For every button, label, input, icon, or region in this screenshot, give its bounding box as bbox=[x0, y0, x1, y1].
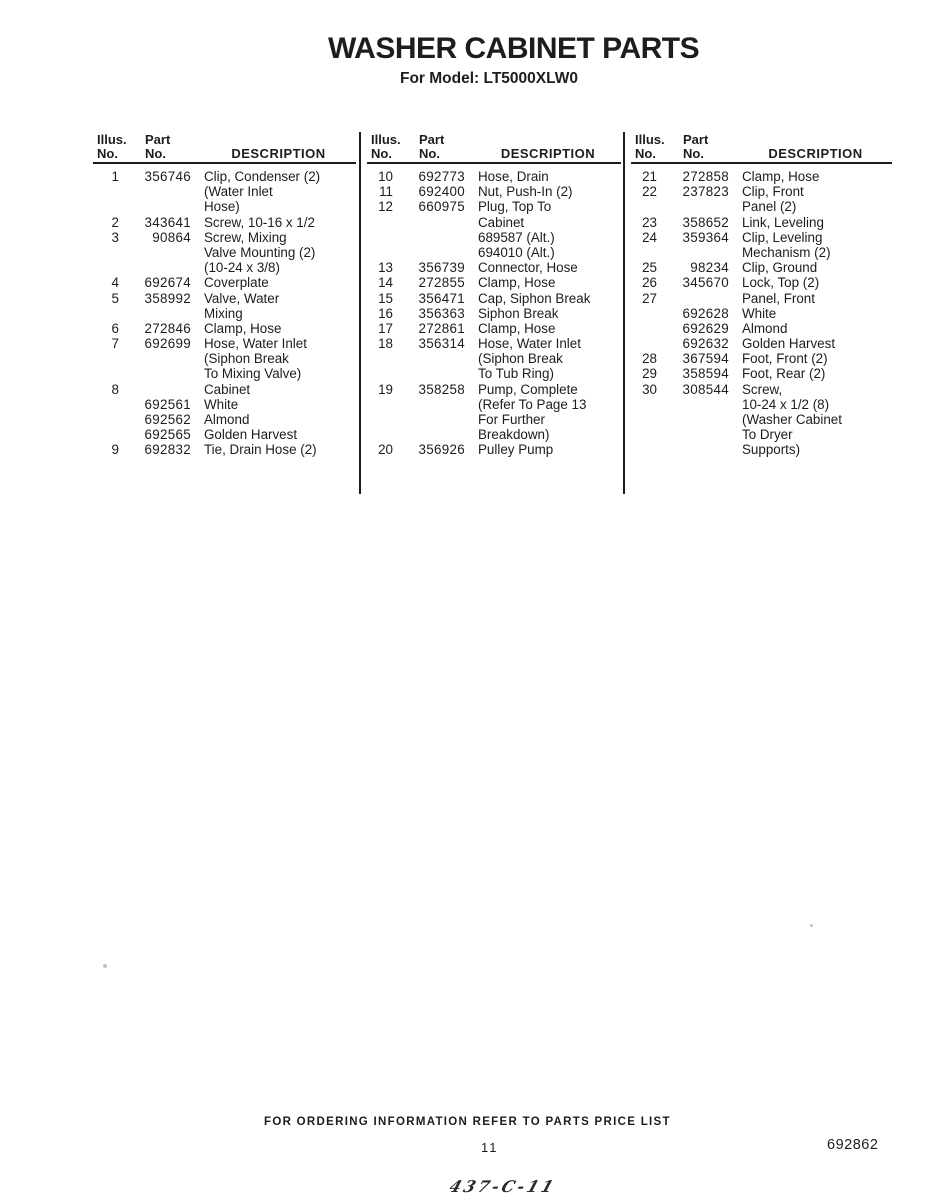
parts-row bbox=[367, 442, 621, 457]
page-title: WASHER CABINET PARTS bbox=[328, 32, 700, 65]
description-cell: Golden Harvest bbox=[742, 336, 836, 352]
illus-no-cell: 13 bbox=[378, 260, 393, 276]
parts-row bbox=[631, 351, 892, 366]
illus-no-cell: 28 bbox=[642, 351, 657, 367]
document-number: 692862 bbox=[827, 1137, 879, 1153]
parts-row bbox=[367, 382, 621, 397]
parts-row bbox=[631, 169, 892, 184]
part-no-cell: 692674 bbox=[144, 275, 191, 291]
page-number: 11 bbox=[481, 1140, 499, 1155]
part-no-cell bbox=[119, 245, 191, 260]
parts-row bbox=[631, 397, 892, 412]
description-cell: Siphon Break bbox=[478, 305, 559, 321]
parts-row bbox=[631, 427, 892, 442]
parts-row bbox=[631, 336, 892, 351]
part-no-cell bbox=[393, 427, 465, 442]
illus-no-cell bbox=[93, 184, 119, 199]
part-no-cell: 356471 bbox=[418, 290, 465, 306]
parts-row bbox=[93, 184, 356, 199]
illus-no-cell bbox=[367, 427, 393, 442]
description-cell: Clip, Leveling bbox=[742, 229, 823, 245]
illus-no-cell bbox=[631, 306, 657, 321]
table-header-row bbox=[367, 133, 621, 164]
part-no-cell bbox=[393, 215, 465, 230]
part-no-cell: 692699 bbox=[144, 336, 191, 352]
description-cell: Cabinet bbox=[204, 381, 251, 397]
illus-no-cell: 4 bbox=[111, 275, 119, 291]
description-cell: Foot, Rear (2) bbox=[742, 366, 826, 382]
illus-no-cell: 30 bbox=[642, 381, 657, 397]
parts-row bbox=[367, 366, 621, 381]
parts-row bbox=[367, 321, 621, 336]
description-cell: Lock, Top (2) bbox=[742, 275, 820, 291]
parts-table-column-2 bbox=[367, 133, 621, 458]
parts-row bbox=[367, 397, 621, 412]
scan-speck bbox=[103, 964, 107, 968]
part-no-cell: 692629 bbox=[682, 320, 729, 336]
illus-no-cell: 21 bbox=[642, 169, 657, 184]
part-no-cell bbox=[393, 412, 465, 427]
description-cell: Hose, Water Inlet bbox=[478, 336, 581, 352]
parts-row bbox=[367, 184, 621, 199]
part-no-cell: 237823 bbox=[682, 184, 729, 200]
part-no-cell bbox=[119, 351, 191, 366]
illus-no-cell bbox=[93, 427, 119, 442]
illus-no-cell: 15 bbox=[378, 290, 393, 306]
description-cell: Clip, Front bbox=[742, 184, 804, 200]
description-header: DESCRIPTION bbox=[768, 146, 863, 161]
description-cell: Clamp, Hose bbox=[478, 320, 556, 336]
description-cell: 10-24 x 1/2 (8) bbox=[742, 396, 830, 412]
part-no-cell: 692832 bbox=[144, 442, 191, 458]
part-no-cell: 272855 bbox=[418, 275, 465, 291]
description-cell: 694010 (Alt.) bbox=[478, 244, 555, 260]
part-no-cell bbox=[393, 397, 465, 412]
parts-row bbox=[367, 260, 621, 275]
description-header: DESCRIPTION bbox=[231, 146, 326, 161]
part-no-cell: 358652 bbox=[682, 214, 729, 230]
illus-no-cell bbox=[631, 245, 657, 260]
illus-no-cell bbox=[631, 199, 657, 214]
part-no-cell: 272861 bbox=[418, 320, 465, 336]
part-no-cell: 272846 bbox=[144, 320, 191, 336]
parts-row bbox=[367, 427, 621, 442]
parts-row bbox=[93, 291, 356, 306]
part-no-cell bbox=[657, 291, 729, 306]
description-cell: Cabinet bbox=[478, 214, 525, 230]
illus-no-cell bbox=[93, 351, 119, 366]
parts-row bbox=[93, 306, 356, 321]
parts-row bbox=[631, 260, 892, 275]
table-rows bbox=[367, 169, 621, 458]
parts-row bbox=[93, 169, 356, 184]
illus-no-header: Illus. No. bbox=[97, 132, 127, 161]
illus-no-cell: 24 bbox=[642, 229, 657, 245]
part-no-cell: 90864 bbox=[152, 229, 191, 245]
column-divider-1 bbox=[359, 132, 361, 494]
part-no-cell bbox=[119, 366, 191, 381]
illus-no-header: Illus. No. bbox=[635, 132, 665, 161]
model-subtitle: For Model: LT5000XLW0 bbox=[400, 70, 578, 87]
description-cell: (Water Inlet bbox=[204, 184, 273, 200]
description-cell: To Mixing Valve) bbox=[204, 366, 302, 382]
description-cell: Nut, Push-In (2) bbox=[478, 184, 573, 200]
description-cell: White bbox=[204, 396, 239, 412]
description-cell: (Siphon Break bbox=[478, 351, 563, 367]
part-no-cell: 692632 bbox=[682, 336, 729, 352]
illus-no-cell bbox=[631, 321, 657, 336]
parts-row bbox=[367, 412, 621, 427]
column-divider-2 bbox=[623, 132, 625, 494]
description-cell: Pulley Pump bbox=[478, 442, 554, 458]
description-cell: Coverplate bbox=[204, 275, 269, 291]
parts-row bbox=[93, 427, 356, 442]
part-no-cell: 692561 bbox=[144, 396, 191, 412]
illus-no-cell bbox=[93, 412, 119, 427]
parts-row bbox=[93, 275, 356, 290]
description-cell: Connector, Hose bbox=[478, 260, 578, 276]
illus-no-cell: 9 bbox=[111, 442, 119, 458]
description-cell: 689587 (Alt.) bbox=[478, 229, 555, 245]
parts-row bbox=[367, 351, 621, 366]
description-cell: Tie, Drain Hose (2) bbox=[204, 442, 317, 458]
part-no-cell: 660975 bbox=[418, 199, 465, 215]
part-no-cell bbox=[119, 199, 191, 214]
illus-no-cell: 23 bbox=[642, 214, 657, 230]
parts-table-column-1 bbox=[93, 133, 356, 458]
part-no-cell bbox=[657, 245, 729, 260]
description-cell: Clamp, Hose bbox=[742, 169, 820, 184]
table-header-row bbox=[93, 133, 356, 164]
part-no-cell: 343641 bbox=[144, 214, 191, 230]
illus-no-cell bbox=[367, 230, 393, 245]
illus-no-cell bbox=[631, 336, 657, 351]
parts-row bbox=[93, 260, 356, 275]
parts-row bbox=[631, 306, 892, 321]
description-cell: Hose, Water Inlet bbox=[204, 336, 307, 352]
description-cell: White bbox=[742, 305, 777, 321]
description-cell: Screw, 10-16 x 1/2 bbox=[204, 214, 315, 230]
illus-no-cell: 6 bbox=[111, 320, 119, 336]
part-no-cell bbox=[657, 442, 729, 457]
part-no-cell: 367594 bbox=[682, 351, 729, 367]
description-cell: Almond bbox=[742, 320, 788, 336]
illus-no-cell: 11 bbox=[379, 184, 393, 200]
part-no-cell bbox=[119, 382, 191, 397]
description-cell: Panel (2) bbox=[742, 199, 797, 215]
description-cell: Mixing bbox=[204, 305, 243, 321]
illus-no-cell bbox=[631, 412, 657, 427]
description-cell: To Tub Ring) bbox=[478, 366, 554, 382]
parts-row bbox=[93, 245, 356, 260]
illus-no-cell bbox=[367, 366, 393, 381]
parts-row bbox=[631, 184, 892, 199]
description-cell: Clamp, Hose bbox=[478, 275, 556, 291]
parts-row bbox=[93, 382, 356, 397]
description-cell: Clip, Condenser (2) bbox=[204, 169, 321, 184]
illus-no-cell: 22 bbox=[642, 184, 657, 200]
part-no-cell: 692628 bbox=[682, 305, 729, 321]
illus-no-cell: 2 bbox=[111, 214, 119, 230]
parts-row bbox=[631, 230, 892, 245]
part-no-cell bbox=[393, 245, 465, 260]
illus-no-cell: 1 bbox=[111, 169, 119, 184]
illus-no-cell bbox=[367, 215, 393, 230]
parts-row bbox=[367, 215, 621, 230]
table-rows bbox=[93, 169, 356, 458]
description-cell: (Refer To Page 13 bbox=[478, 396, 587, 412]
illus-no-cell bbox=[93, 366, 119, 381]
description-cell: (Washer Cabinet bbox=[742, 412, 842, 427]
illus-no-cell: 12 bbox=[378, 199, 393, 215]
parts-row bbox=[367, 169, 621, 184]
illus-no-cell bbox=[631, 427, 657, 442]
part-no-cell bbox=[657, 427, 729, 442]
parts-row bbox=[93, 321, 356, 336]
parts-row bbox=[367, 291, 621, 306]
illus-no-cell bbox=[93, 306, 119, 321]
illus-no-cell bbox=[93, 199, 119, 214]
parts-row bbox=[93, 351, 356, 366]
illus-no-cell: 5 bbox=[111, 290, 119, 306]
part-no-cell: 356739 bbox=[418, 260, 465, 276]
part-no-cell: 356314 bbox=[418, 336, 465, 352]
part-no-cell bbox=[119, 184, 191, 199]
part-no-cell bbox=[657, 199, 729, 214]
parts-row bbox=[631, 291, 892, 306]
part-no-cell: 692562 bbox=[144, 412, 191, 427]
parts-row bbox=[631, 275, 892, 290]
illus-no-header: Illus. No. bbox=[371, 132, 401, 161]
description-cell: Clamp, Hose bbox=[204, 320, 282, 336]
description-cell: Screw, Mixing bbox=[204, 229, 287, 245]
parts-row bbox=[367, 275, 621, 290]
description-cell: Clip, Ground bbox=[742, 260, 818, 276]
parts-row bbox=[367, 306, 621, 321]
description-cell: Link, Leveling bbox=[742, 214, 824, 230]
part-no-header: Part No. bbox=[145, 132, 171, 161]
part-no-cell: 356363 bbox=[418, 305, 465, 321]
parts-row bbox=[631, 412, 892, 427]
parts-row bbox=[93, 199, 356, 214]
part-no-cell bbox=[657, 412, 729, 427]
parts-row bbox=[631, 382, 892, 397]
parts-row bbox=[631, 199, 892, 214]
parts-row bbox=[631, 366, 892, 381]
part-no-cell bbox=[393, 230, 465, 245]
part-no-cell: 356926 bbox=[418, 442, 465, 458]
parts-row bbox=[631, 321, 892, 336]
illus-no-cell: 29 bbox=[642, 366, 657, 382]
part-no-header: Part No. bbox=[683, 132, 709, 161]
illus-no-cell bbox=[367, 412, 393, 427]
parts-row bbox=[93, 442, 356, 457]
part-no-cell: 345670 bbox=[682, 275, 729, 291]
illus-no-cell: 25 bbox=[642, 260, 657, 276]
parts-row bbox=[93, 412, 356, 427]
part-no-cell: 358992 bbox=[144, 290, 191, 306]
description-cell: Breakdown) bbox=[478, 427, 550, 443]
part-no-cell: 272858 bbox=[682, 169, 729, 184]
description-cell: Almond bbox=[204, 412, 250, 427]
part-no-cell: 358594 bbox=[682, 366, 729, 382]
parts-row bbox=[367, 199, 621, 214]
illus-no-cell: 27 bbox=[642, 290, 657, 306]
description-cell: Plug, Top To bbox=[478, 199, 552, 215]
illus-no-cell: 20 bbox=[378, 442, 393, 458]
illus-no-cell: 10 bbox=[378, 169, 393, 184]
parts-row bbox=[631, 215, 892, 230]
parts-row bbox=[367, 336, 621, 351]
parts-row bbox=[367, 230, 621, 245]
parts-table-column-3 bbox=[631, 133, 892, 458]
parts-row bbox=[631, 442, 892, 457]
part-no-cell: 692400 bbox=[418, 184, 465, 200]
part-no-cell bbox=[393, 366, 465, 381]
table-rows bbox=[631, 169, 892, 458]
parts-row bbox=[93, 230, 356, 245]
part-no-cell: 98234 bbox=[690, 260, 729, 276]
part-no-cell: 358258 bbox=[418, 381, 465, 397]
illus-no-cell: 17 bbox=[378, 320, 393, 336]
part-no-cell: 356746 bbox=[144, 169, 191, 184]
description-cell: Panel, Front bbox=[742, 290, 815, 306]
table-header-row bbox=[631, 133, 892, 164]
part-no-cell bbox=[393, 351, 465, 366]
part-no-cell: 692773 bbox=[418, 169, 465, 184]
illus-no-cell: 18 bbox=[378, 336, 393, 352]
illus-no-cell bbox=[631, 442, 657, 457]
description-cell: Cap, Siphon Break bbox=[478, 290, 591, 306]
description-cell: Mechanism (2) bbox=[742, 244, 831, 260]
illus-no-cell: 14 bbox=[378, 275, 393, 291]
description-cell: Golden Harvest bbox=[204, 427, 298, 443]
illus-no-cell: 3 bbox=[111, 229, 119, 245]
parts-row bbox=[93, 366, 356, 381]
part-no-cell bbox=[119, 260, 191, 275]
description-cell: Screw, bbox=[742, 381, 783, 397]
parts-row bbox=[367, 245, 621, 260]
description-cell: Pump, Complete bbox=[478, 381, 578, 397]
parts-row bbox=[93, 336, 356, 351]
illus-no-cell: 26 bbox=[642, 275, 657, 291]
parts-row bbox=[93, 397, 356, 412]
handwritten-mark: 437-C-11 bbox=[446, 1177, 559, 1196]
illus-no-cell: 16 bbox=[378, 305, 393, 321]
part-no-cell bbox=[657, 397, 729, 412]
illus-no-cell bbox=[367, 397, 393, 412]
part-no-header: Part No. bbox=[419, 132, 445, 161]
illus-no-cell bbox=[93, 245, 119, 260]
part-no-cell bbox=[119, 306, 191, 321]
part-no-cell: 308544 bbox=[682, 381, 729, 397]
illus-no-cell bbox=[93, 260, 119, 275]
part-no-cell: 692565 bbox=[144, 427, 191, 443]
illus-no-cell: 19 bbox=[378, 381, 393, 397]
description-cell: Foot, Front (2) bbox=[742, 351, 828, 367]
description-cell: (Siphon Break bbox=[204, 351, 289, 367]
description-header: DESCRIPTION bbox=[500, 146, 596, 161]
illus-no-cell bbox=[367, 351, 393, 366]
illus-no-cell bbox=[367, 245, 393, 260]
description-cell: For Further bbox=[478, 412, 545, 427]
parts-row bbox=[631, 245, 892, 260]
illus-no-cell bbox=[631, 397, 657, 412]
illus-no-cell bbox=[93, 397, 119, 412]
part-no-cell: 359364 bbox=[682, 229, 729, 245]
ordering-note: FOR ORDERING INFORMATION REFER TO PARTS PRICE LIST bbox=[264, 1116, 671, 1128]
description-cell: Hose, Drain bbox=[478, 169, 549, 184]
description-cell: (10-24 x 3/8) bbox=[204, 260, 280, 276]
illus-no-cell: 7 bbox=[111, 336, 119, 352]
description-cell: Hose) bbox=[204, 199, 240, 215]
description-cell: Supports) bbox=[742, 442, 801, 458]
parts-row bbox=[93, 215, 356, 230]
scan-speck bbox=[810, 924, 813, 927]
description-cell: To Dryer bbox=[742, 427, 793, 443]
illus-no-cell: 8 bbox=[111, 381, 119, 397]
description-cell: Valve Mounting (2) bbox=[204, 244, 316, 260]
description-cell: Valve, Water bbox=[204, 290, 280, 306]
